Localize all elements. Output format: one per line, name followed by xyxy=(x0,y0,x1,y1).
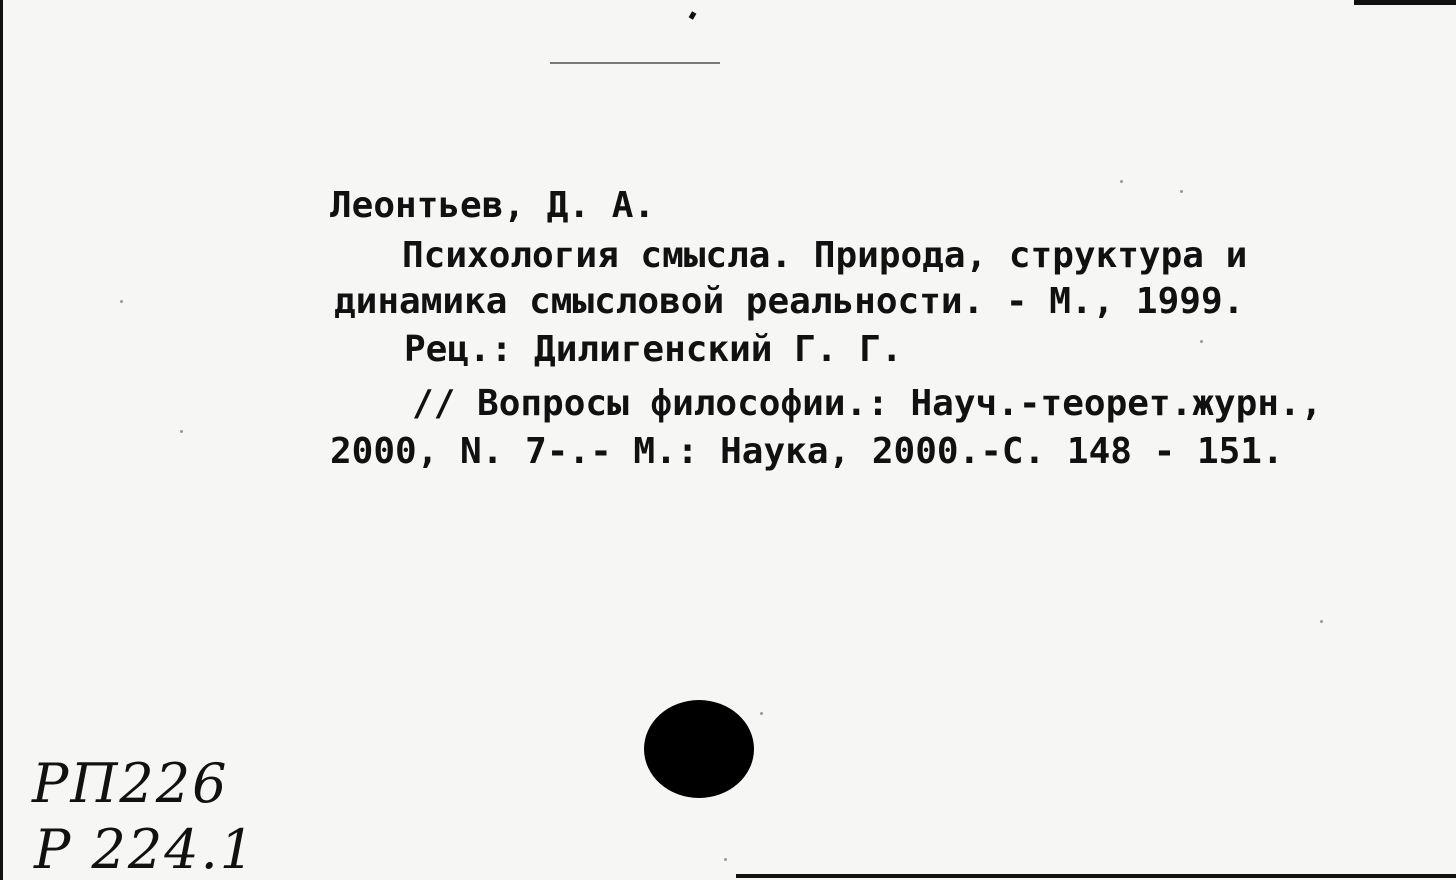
source-line-2: 2000, N. 7-.- М.: Наука, 2000.-С. 148 - 151. xyxy=(330,431,1284,472)
speck xyxy=(1120,180,1123,183)
speck xyxy=(724,858,727,861)
title-line-1: Психология смысла. Природа, структура и xyxy=(402,235,1248,276)
top-rule xyxy=(550,62,720,64)
speck xyxy=(180,430,183,433)
speck xyxy=(760,712,763,715)
author-line: Леонтьев, Д. А. xyxy=(330,185,656,226)
speck xyxy=(1180,190,1183,193)
title-line-2: динамика смысловой реальности. - М., 1999. xyxy=(334,281,1245,322)
shelf-code-2: Р 224.1 xyxy=(34,818,257,880)
speck xyxy=(1200,340,1203,343)
shelf-code-1: РП226 xyxy=(32,752,229,815)
top-mark xyxy=(689,11,697,20)
card-top-edge xyxy=(1354,0,1456,5)
card-left-edge xyxy=(0,0,3,880)
speck xyxy=(120,300,123,303)
punch-hole xyxy=(644,700,754,798)
source-line-1: // Вопросы философии.: Науч.-теорет.журн., xyxy=(412,383,1323,424)
review-line: Рец.: Дилигенский Г. Г. xyxy=(404,329,903,370)
speck xyxy=(1320,620,1323,623)
card-bottom-edge xyxy=(736,874,1456,878)
